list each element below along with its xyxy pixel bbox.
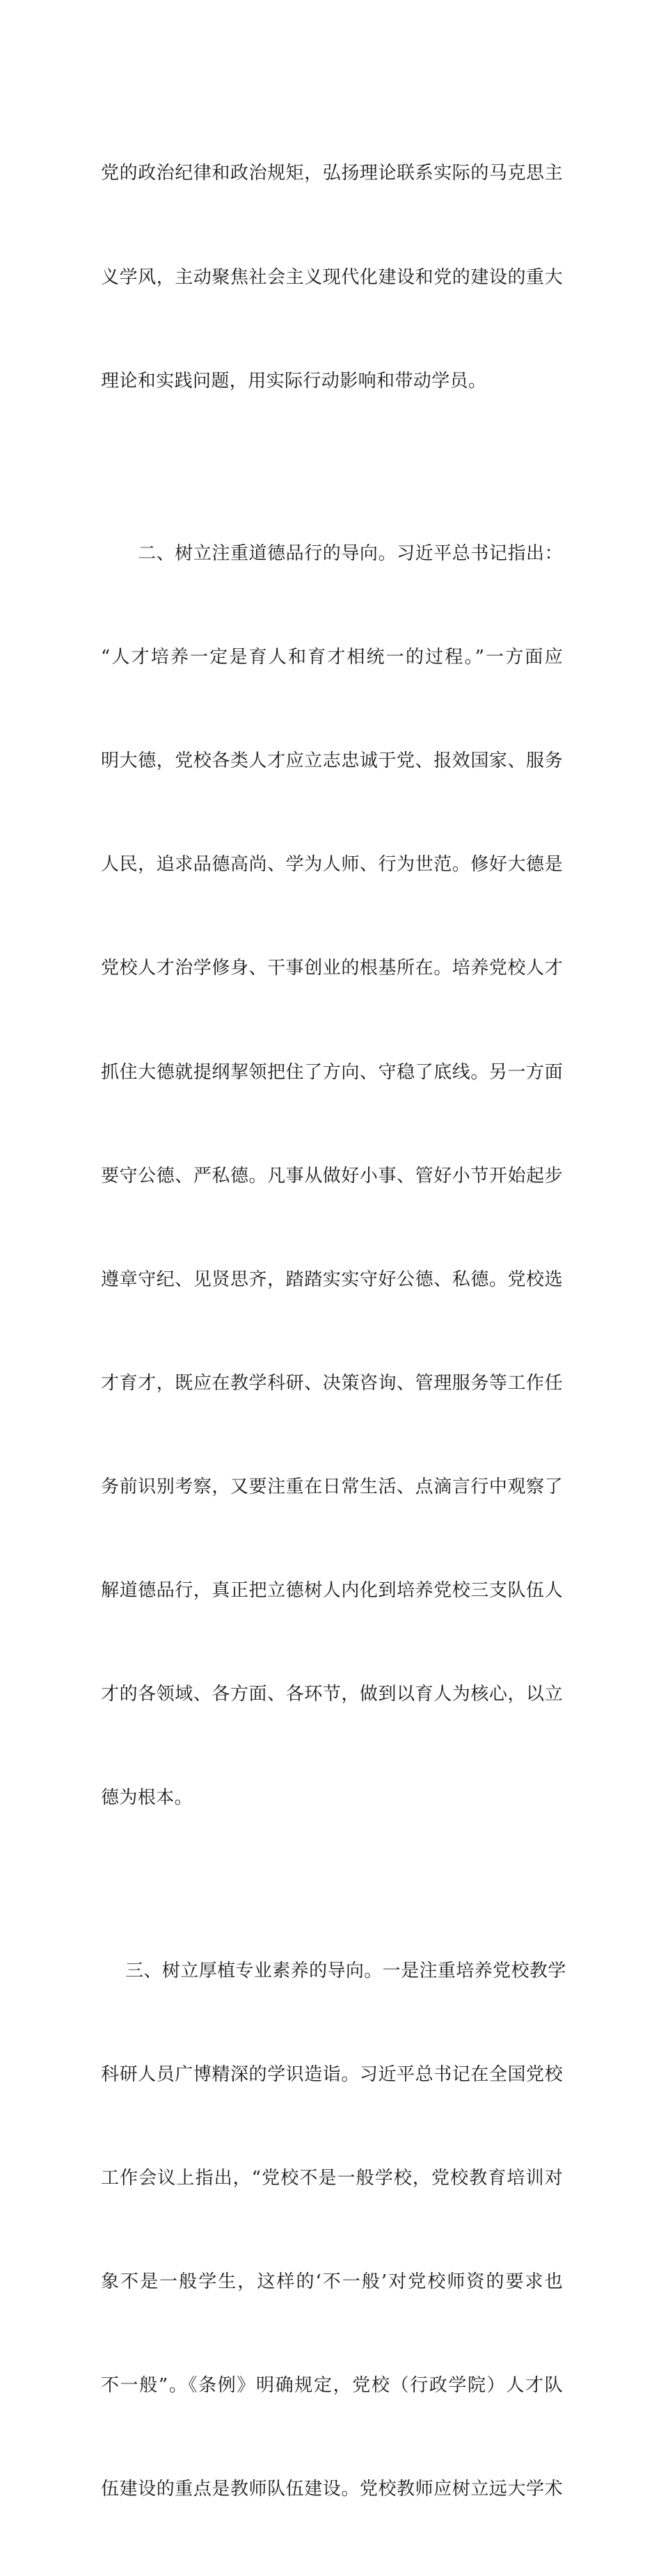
paragraph-1: [101, 88, 563, 468]
text-line: 遵章守纪、见贤思齐，踏踏实实守好公德、私德。党校选: [101, 1269, 563, 1290]
text-line: 明大德，党校各类人才应立志忠诚于党、报效国家、服务: [101, 750, 563, 772]
text-line: 象不是一般学生，这样的‘不一般’对党校师资的要求也: [101, 2271, 563, 2292]
text-line: 才的各领域、各方面、各环节，做到以育人为核心，以立: [101, 1684, 563, 1705]
text-line: 抓住大德就提纲挈领把住了方向、守稳了底线。另一方面: [101, 1061, 563, 1083]
paragraph-3: [101, 1885, 566, 2576]
paragraph-2: [101, 468, 563, 1885]
text-line: 工作会议上指出，“党校不是一般学校，党校教育培训对: [101, 2167, 563, 2189]
text-line: 二、树立注重道德品行的导向。习近平总书记指出：: [101, 543, 563, 565]
text-line: 德为根本。: [101, 1787, 193, 1809]
text-line: 义学风，主动聚焦社会主义现代化建设和党的建设的重大: [101, 266, 563, 288]
text-line: 三、树立厚植专业素养的导向。一是注重培养党校教学: [101, 1960, 566, 1981]
text-line: 解道德品行，真正把立德树人内化到培养党校三支队伍人: [101, 1580, 563, 1602]
text-line: 伍建设的重点是教师队伍建设。党校教师应树立远大学术: [101, 2479, 563, 2500]
text-line: 党校人才治学修身、干事创业的根基所在。培养党校人才: [101, 958, 563, 979]
text-line: 务前识别考察，又要注重在日常生活、点滴言行中观察了: [101, 1476, 563, 1497]
text-line: 党的政治纪律和政治规矩，弘扬理论联系实际的马克思主: [101, 163, 563, 184]
text-line: “人才培养一定是育人和育才相统一的过程。”一方面应: [101, 647, 563, 668]
text-line: 人民，追求品德高尚、学为人师、行为世范。修好大德是: [101, 854, 563, 876]
body-text: [101, 88, 566, 2576]
text-line: 不一般”。《条例》明确规定，党校（行政学院）人才队: [101, 2375, 563, 2397]
text-line: 要守公德、严私德。凡事从做好小事、管好小节开始起步: [101, 1165, 563, 1186]
text-line: 才育才，既应在教学科研、决策咨询、管理服务等工作任: [101, 1372, 563, 1394]
text-line: 科研人员广博精深的学识造诣。习近平总书记在全国党校: [101, 2063, 563, 2085]
text-line: 理论和实践问题，用实际行动影响和带动学员。: [101, 370, 487, 392]
